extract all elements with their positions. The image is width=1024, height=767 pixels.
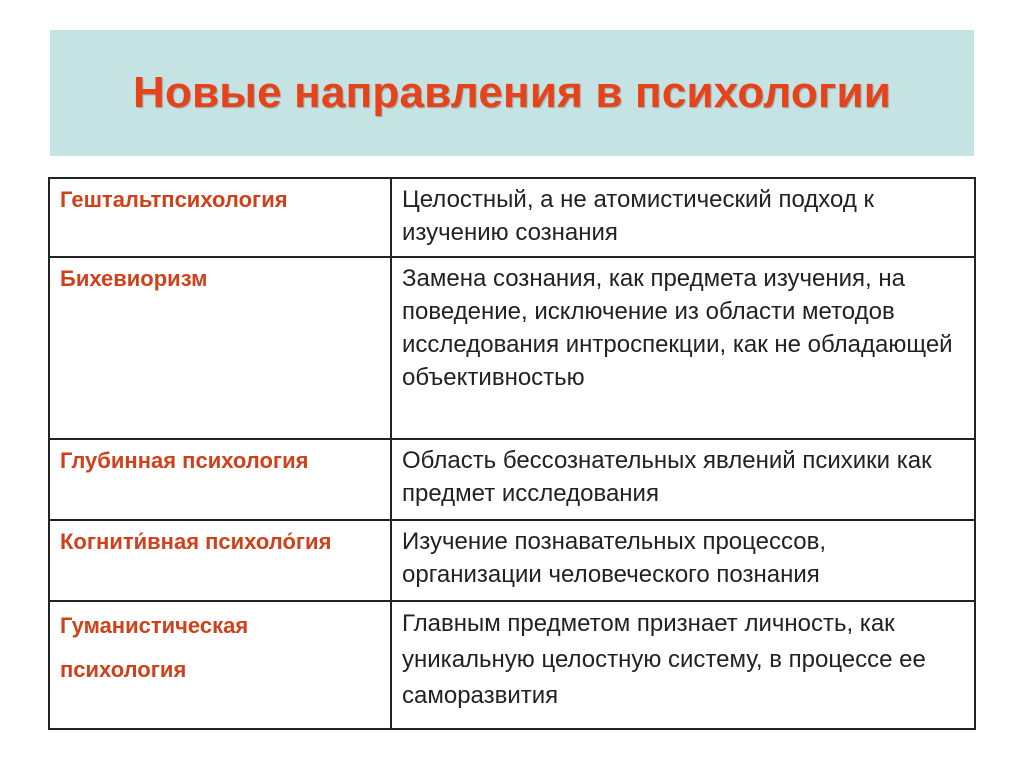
direction-description-cell: Изучение познавательных процессов, организации человеческого познания: [391, 520, 975, 601]
directions-table: [48, 177, 976, 730]
direction-description-cell: Область бессознательных явлений психики как предмет исследования: [391, 439, 975, 520]
table-row: [49, 520, 975, 601]
direction-name-cell: Когнити́вная психоло́гия: [49, 520, 391, 601]
table-row: [49, 439, 975, 520]
direction-description-cell: Замена сознания, как предмета изучения, на поведение, исключение из области методов исследования интроспекции, как не обладающей объективностью: [391, 257, 975, 439]
title-banner: [50, 30, 974, 156]
page-title: Новые направления в психологии: [133, 68, 891, 117]
table-row: [49, 257, 975, 439]
table-row: [49, 178, 975, 257]
direction-name-cell: Бихевиоризм: [49, 257, 391, 439]
directions-table-wrapper: [48, 177, 976, 730]
table-row: [49, 601, 975, 729]
direction-description-cell: Главным предметом признает личность, как уникальную целостную систему, в процессе ее саморазвития: [391, 601, 975, 729]
direction-name-cell: Глубинная психология: [49, 439, 391, 520]
direction-name-cell: Гештальтпсихология: [49, 178, 391, 257]
direction-description-cell: Целостный, а не атомистический подход к изучению сознания: [391, 178, 975, 257]
direction-name-cell: Гуманистическая психология: [49, 601, 391, 729]
